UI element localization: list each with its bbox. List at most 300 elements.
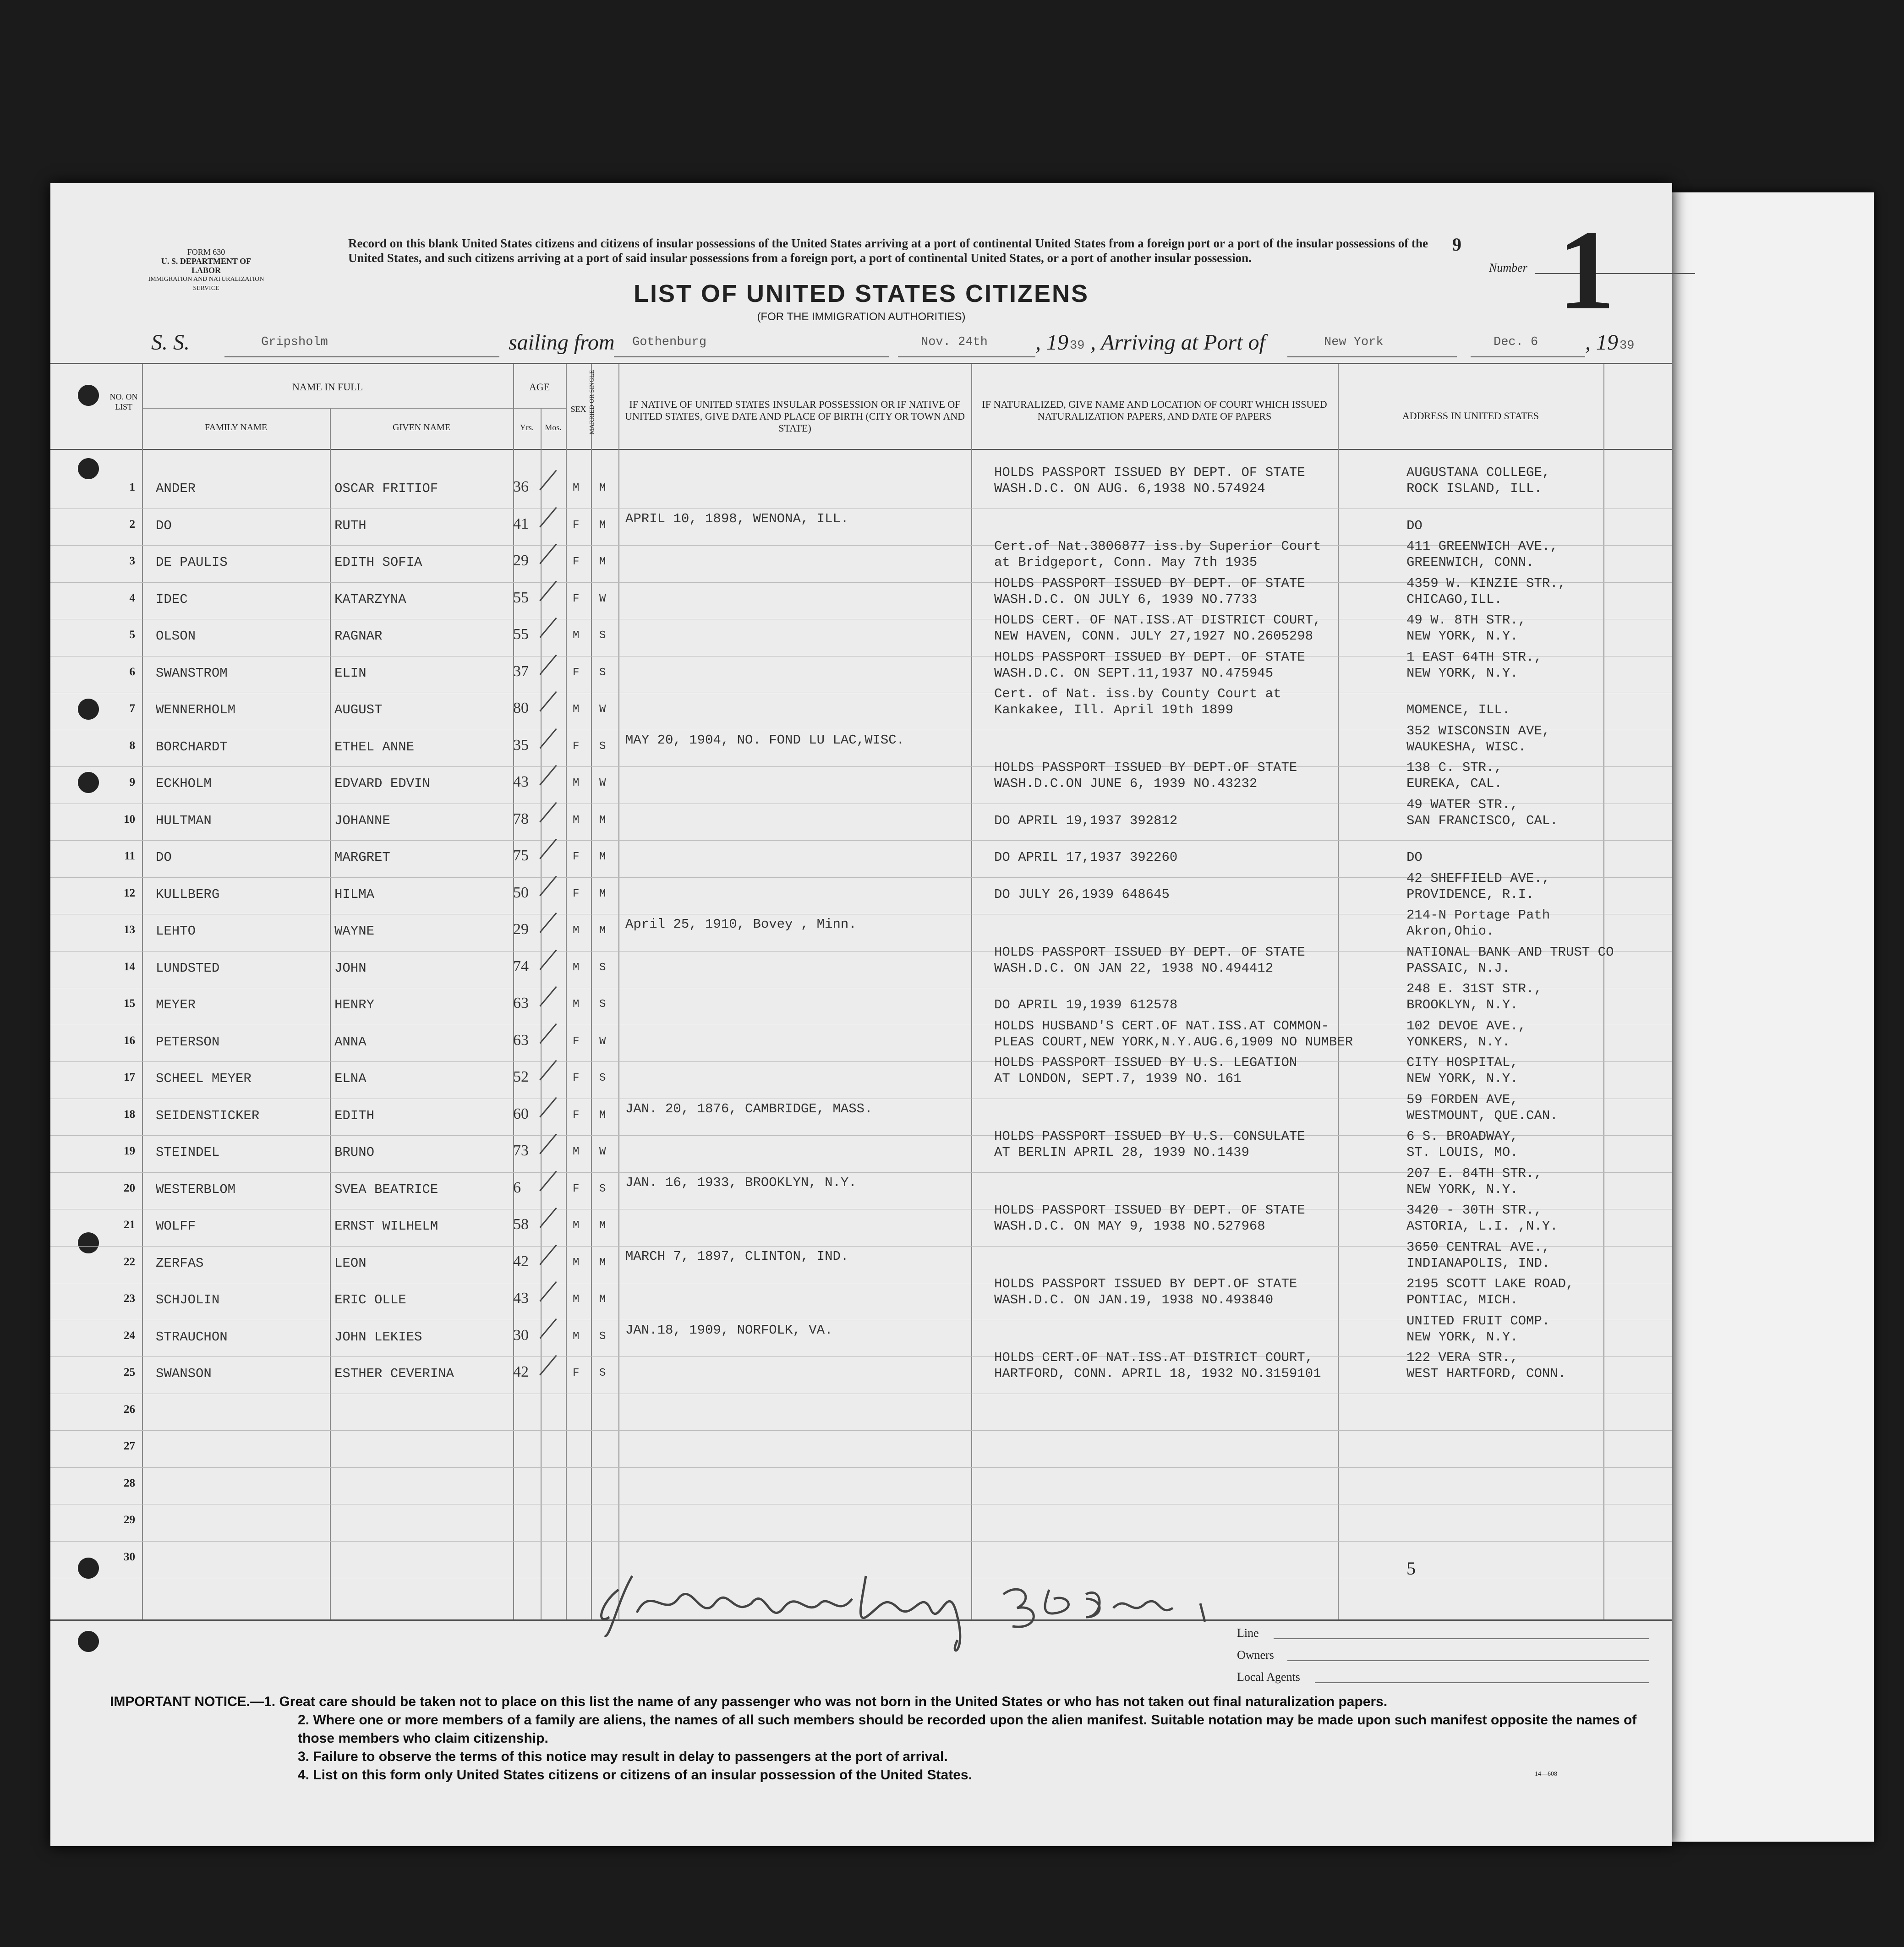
sex: M: [573, 1293, 580, 1306]
sex: F: [573, 887, 580, 900]
given-name: LEON: [334, 1255, 367, 1271]
family-name: STRAUCHON: [156, 1329, 228, 1345]
naturalization-line-2: WASH.D.C. ON JULY 6, 1939 NO.7733: [994, 591, 1258, 607]
row-number: 1: [129, 481, 135, 493]
family-name: STEINDEL: [156, 1145, 220, 1160]
port-to: New York: [1324, 335, 1384, 349]
sex: M: [573, 1146, 580, 1158]
notice-title: IMPORTANT NOTICE.—: [110, 1694, 264, 1709]
family-name: LUNDSTED: [156, 960, 220, 976]
row-number: 25: [124, 1366, 135, 1378]
col-header-married: MARRIED OR SINGLE: [589, 370, 596, 435]
naturalization-line-1: HOLDS PASSPORT ISSUED BY U.S. CONSULATE: [994, 1129, 1305, 1144]
row-number: 7: [129, 702, 135, 715]
address-line-1: 49 W. 8TH STR.,: [1406, 613, 1526, 628]
age-years: 75: [513, 847, 529, 864]
naturalization-line-1: HOLDS CERT.OF NAT.ISS.AT DISTRICT COURT,: [994, 1350, 1313, 1365]
row-number: 13: [124, 924, 135, 936]
family-name: WENNERHOLM: [156, 702, 236, 717]
check-mark: [539, 1318, 557, 1339]
address-line-1: 102 DEVOE AVE.,: [1406, 1018, 1526, 1034]
age-years: 29: [513, 552, 529, 569]
given-name: HILMA: [334, 886, 375, 902]
line-field: [1274, 1638, 1649, 1639]
row-number: 26: [124, 1403, 135, 1416]
sex: M: [573, 703, 580, 716]
check-mark: [539, 913, 557, 933]
given-name: ELIN: [334, 665, 367, 681]
check-mark: [539, 654, 557, 675]
ship-line: [224, 356, 499, 357]
naturalization-line-2: WASH.D.C. ON SEPT.11,1937 NO.475945: [994, 665, 1274, 681]
row-number: 28: [124, 1477, 135, 1489]
check-mark: [539, 1170, 557, 1191]
col-header-yrs: Yrs.: [520, 423, 534, 432]
row-number: 22: [124, 1255, 135, 1268]
year-label-2: , 19: [1585, 330, 1618, 355]
voyage-line: [50, 330, 1672, 362]
marital-status: S: [599, 998, 606, 1011]
row-number: 12: [124, 886, 135, 899]
family-name: SCHEEL MEYER: [156, 1071, 252, 1086]
port-from: Gothenburg: [632, 335, 707, 349]
family-name: LEHTO: [156, 924, 196, 939]
given-name: EDITH: [334, 1108, 375, 1123]
marital-status: S: [599, 740, 606, 753]
address-line-1: 352 WISCONSIN AVE,: [1406, 723, 1550, 738]
check-mark: [539, 839, 557, 859]
family-name: KULLBERG: [156, 886, 220, 902]
naturalization-line-1: HOLDS CERT. OF NAT.ISS.AT DISTRICT COURT,: [994, 613, 1321, 628]
date-to: Dec. 6: [1494, 335, 1538, 349]
date-from-line: [898, 356, 1035, 357]
check-mark: [539, 1023, 557, 1044]
family-name: DO: [156, 518, 172, 533]
address-line-1: 59 FORDEN AVE,: [1406, 1092, 1518, 1107]
sex: M: [573, 1220, 580, 1232]
col-header-name: NAME IN FULL: [292, 381, 363, 393]
birth-info: JAN. 16, 1933, BROOKLYN, N.Y.: [625, 1175, 857, 1190]
address-line-2: DO: [1406, 850, 1423, 865]
naturalization-line-2: WASH.D.C. ON JAN 22, 1938 NO.494412: [994, 960, 1274, 976]
address-line-1: 2195 SCOTT LAKE ROAD,: [1406, 1276, 1574, 1291]
address-line-1: 214-N Portage Path: [1406, 908, 1550, 923]
row-number: 5: [129, 629, 135, 641]
form-department: U. S. DEPARTMENT OF LABOR: [161, 257, 252, 275]
subheader-rule: [142, 408, 566, 409]
address-line-1: UNITED FRUIT COMP.: [1406, 1313, 1550, 1329]
naturalization-line-2: AT LONDON, SEPT.7, 1939 NO. 161: [994, 1071, 1242, 1086]
age-years: 37: [513, 662, 529, 680]
form-service: IMMIGRATION AND NATURALIZATION SERVICE: [148, 276, 264, 292]
age-years: 73: [513, 1142, 529, 1159]
address-line-2: MOMENCE, ILL.: [1406, 702, 1510, 717]
naturalization-line-1: HOLDS HUSBAND'S CERT.OF NAT.ISS.AT COMMON-: [994, 1018, 1329, 1034]
check-mark: [539, 765, 557, 786]
given-name: AUGUST: [334, 702, 383, 717]
owners-field: [1287, 1660, 1649, 1661]
marital-status: S: [599, 961, 606, 974]
col-header-sex: SEX: [570, 405, 586, 414]
family-name: SCHJOLIN: [156, 1292, 220, 1307]
row-number: 17: [124, 1071, 135, 1083]
age-years: 43: [513, 1290, 529, 1307]
check-mark: [539, 728, 557, 749]
arriving-label: , Arriving at Port of: [1090, 330, 1265, 355]
naturalization-line-2: DO APRIL 17,1937 392260: [994, 850, 1178, 865]
family-name: ZERFAS: [156, 1255, 204, 1271]
address-line-2: WAUKESHA, WISC.: [1406, 739, 1526, 755]
agents-label: Local Agents: [1237, 1670, 1300, 1684]
family-name: WOLFF: [156, 1219, 196, 1234]
naturalization-line-2: WASH.D.C. ON MAY 9, 1938 NO.527968: [994, 1219, 1265, 1234]
sex: F: [573, 1035, 580, 1048]
marital-status: W: [599, 592, 606, 605]
manifest-page: [50, 183, 1672, 1846]
check-mark: [539, 618, 557, 638]
page-title: LIST OF UNITED STATES CITIZENS: [634, 280, 1089, 307]
check-mark: [539, 1281, 557, 1302]
given-name: JOHN LEKIES: [334, 1329, 422, 1345]
row-number: 27: [124, 1440, 135, 1452]
address-line-2: GREENWICH, CONN.: [1406, 555, 1534, 570]
given-name: ANNA: [334, 1034, 367, 1050]
check-mark: [539, 544, 557, 564]
sex: F: [573, 1109, 580, 1121]
naturalization-line-2: PLEAS COURT,NEW YORK,N.Y.AUG.6,1909 NO NUMBER: [994, 1034, 1353, 1050]
sex: M: [573, 961, 580, 974]
given-name: JOHN: [334, 960, 367, 976]
address-line-1: 122 VERA STR.,: [1406, 1350, 1518, 1365]
table-row: [50, 465, 1672, 509]
marital-status: S: [599, 666, 606, 679]
address-line-2: BROOKLYN, N.Y.: [1406, 997, 1518, 1012]
naturalization-line-1: HOLDS PASSPORT ISSUED BY U.S. LEGATION: [994, 1055, 1297, 1070]
sex: F: [573, 1072, 580, 1084]
given-name: ESTHER CEVERINA: [334, 1366, 454, 1381]
col-header-age: AGE: [529, 381, 550, 393]
naturalization-line-1: Cert.of Nat.3806877 iss.by Superior Court: [994, 539, 1321, 554]
sex: F: [573, 1367, 580, 1379]
given-name: MARGRET: [334, 850, 390, 865]
family-name: SEIDENSTICKER: [156, 1108, 260, 1123]
check-mark: [539, 1060, 557, 1081]
family-name: SWANSON: [156, 1366, 212, 1381]
family-name: WESTERBLOM: [156, 1181, 236, 1197]
address-line-2: ST. LOUIS, MO.: [1406, 1145, 1518, 1160]
sex: F: [573, 556, 580, 568]
check-mark: [539, 875, 557, 896]
naturalization-line-1: HOLDS PASSPORT ISSUED BY DEPT. OF STATE: [994, 1203, 1305, 1218]
naturalization-line-2: NEW HAVEN, CONN. JULY 27,1927 NO.2605298: [994, 629, 1313, 644]
age-years: 63: [513, 1031, 529, 1049]
address-line-2: YONKERS, N.Y.: [1406, 1034, 1510, 1050]
row-number: 8: [129, 739, 135, 752]
address-line-2: ASTORIA, L.I. ,N.Y.: [1406, 1219, 1558, 1234]
port-to-line: [1287, 356, 1457, 357]
sex: F: [573, 592, 580, 605]
address-line-1: 6 S. BROADWAY,: [1406, 1129, 1518, 1144]
given-name: RAGNAR: [334, 629, 383, 644]
year-1: 39: [1070, 339, 1085, 353]
address-line-2: DO: [1406, 518, 1423, 533]
row-number: 29: [124, 1514, 135, 1526]
row-number: 9: [129, 776, 135, 788]
check-mark: [539, 1208, 557, 1228]
footer-agents: [1237, 1626, 1658, 1692]
family-name: IDEC: [156, 591, 188, 607]
birth-info: JAN.18, 1909, NORFOLK, VA.: [625, 1322, 833, 1338]
row-number: 18: [124, 1108, 135, 1121]
table-top-rule: [50, 363, 1672, 364]
age-years: 63: [513, 995, 529, 1012]
given-name: OSCAR FRITIOF: [334, 481, 438, 496]
age-years: 78: [513, 810, 529, 827]
date-to-line: [1471, 356, 1585, 357]
birth-info: April 25, 1910, Bovey , Minn.: [625, 917, 857, 932]
naturalization-line-1: HOLDS PASSPORT ISSUED BY DEPT.OF STATE: [994, 1276, 1297, 1291]
address-line-2: NEW YORK, N.Y.: [1406, 1329, 1518, 1345]
important-notice: [110, 1693, 1658, 1784]
naturalization-line-2: WASH.D.C. ON JAN.19, 1938 NO.493840: [994, 1292, 1274, 1307]
age-years: 36: [513, 478, 529, 495]
given-name: HENRY: [334, 997, 375, 1012]
print-code: 14—608: [1535, 1771, 1557, 1777]
naturalization-line-2: DO APRIL 19,1937 392812: [994, 813, 1178, 828]
row-number: 21: [124, 1219, 135, 1231]
address-line-1: 207 E. 84TH STR.,: [1406, 1165, 1542, 1181]
given-name: WAYNE: [334, 924, 375, 939]
marital-status: S: [599, 629, 606, 642]
marital-status: M: [599, 887, 606, 900]
family-name: SWANSTROM: [156, 665, 228, 681]
naturalization-line-2: WASH.D.C.ON JUNE 6, 1939 NO.43232: [994, 776, 1258, 791]
age-years: 42: [513, 1363, 529, 1380]
given-name: ERNST WILHELM: [334, 1219, 438, 1234]
marital-status: M: [599, 482, 606, 494]
address-line-1: 49 WATER STR.,: [1406, 797, 1518, 812]
year-label-1: , 19: [1035, 330, 1068, 355]
marital-status: W: [599, 703, 606, 716]
marital-status: M: [599, 1293, 606, 1306]
form-instructions: Record on this blank United States citizens and citizens of insular possessions of the United States arriving at a port of continental United States from a foreign port or a port of the insular possessions of the United States, and such citizens arriving at a port of said insular possessions from a foreign port, a port of continental United States, or a port of another insular possession.: [348, 236, 1428, 265]
age-years: 55: [513, 626, 529, 643]
naturalization-line-1: HOLDS PASSPORT ISSUED BY DEPT. OF STATE: [994, 944, 1305, 960]
address-line-2: PASSAIC, N.J.: [1406, 960, 1510, 976]
family-name: MEYER: [156, 997, 196, 1012]
naturalization-line-1: Cert. of Nat. iss.by County Court at: [994, 686, 1281, 701]
row-number: 19: [124, 1145, 135, 1157]
sex: M: [573, 924, 580, 937]
check-mark: [539, 1355, 557, 1376]
notice-4: 4. List on this form only United States citizens or citizens of an insular possession of the United States.: [298, 1767, 972, 1783]
check-mark: [539, 507, 557, 527]
owners-label: Owners: [1237, 1648, 1274, 1662]
family-name: BORCHARDT: [156, 739, 228, 755]
address-line-1: 411 GREENWICH AVE.,: [1406, 539, 1558, 554]
sex: F: [573, 1182, 580, 1195]
address-line-2: NEW YORK, N.Y.: [1406, 1181, 1518, 1197]
address-line-1: 4359 W. KINZIE STR.,: [1406, 575, 1566, 591]
age-years: 58: [513, 1216, 529, 1233]
marital-status: M: [599, 924, 606, 937]
row-number: 20: [124, 1181, 135, 1194]
address-line-1: 3420 - 30TH STR.,: [1406, 1203, 1542, 1218]
address-line-2: NEW YORK, N.Y.: [1406, 1071, 1518, 1086]
age-years: 60: [513, 1105, 529, 1122]
marital-status: M: [599, 814, 606, 826]
ship-name: Gripsholm: [261, 335, 328, 349]
address-line-2: PONTIAC, MICH.: [1406, 1292, 1518, 1307]
address-line-1: CITY HOSPITAL,: [1406, 1055, 1518, 1070]
birth-info: JAN. 20, 1876, CAMBRIDGE, MASS.: [625, 1101, 873, 1116]
row-number: 30: [124, 1550, 135, 1563]
birth-info: MARCH 7, 1897, CLINTON, IND.: [625, 1248, 849, 1264]
age-years: 41: [513, 515, 529, 532]
check-mark: [539, 1097, 557, 1117]
row-number: 15: [124, 997, 135, 1010]
age-years: 50: [513, 884, 529, 901]
check-mark: [539, 986, 557, 1007]
marital-status: M: [599, 851, 606, 863]
naturalization-line-1: HOLDS PASSPORT ISSUED BY DEPT. OF STATE: [994, 649, 1305, 665]
address-line-2: WESTMOUNT, QUE.CAN.: [1406, 1108, 1558, 1123]
address-line-1: 42 SHEFFIELD AVE.,: [1406, 870, 1550, 886]
margin-note: 5: [1406, 1558, 1416, 1579]
marital-status: S: [599, 1182, 606, 1195]
year-2: 39: [1619, 339, 1635, 353]
sex: F: [573, 519, 580, 531]
row-number: 3: [129, 555, 135, 567]
family-name: OLSON: [156, 629, 196, 644]
naturalization-line-2: WASH.D.C. ON AUG. 6,1938 NO.574924: [994, 481, 1265, 496]
address-line-2: NEW YORK, N.Y.: [1406, 665, 1518, 681]
sex: M: [573, 814, 580, 826]
row-number: 10: [124, 813, 135, 826]
header-bottom-rule: [50, 449, 1672, 450]
check-mark: [539, 470, 557, 491]
row-number: 4: [129, 591, 135, 604]
address-line-2: WEST HARTFORD, CONN.: [1406, 1366, 1566, 1381]
agents-field: [1315, 1682, 1649, 1683]
age-years: 52: [513, 1068, 529, 1085]
date-from: Nov. 24th: [921, 335, 988, 349]
address-line-1: AUGUSTANA COLLEGE,: [1406, 465, 1550, 480]
family-name: ECKHOLM: [156, 776, 212, 791]
given-name: ETHEL ANNE: [334, 739, 415, 755]
sex: M: [573, 629, 580, 642]
sex: M: [573, 482, 580, 494]
check-mark: [539, 949, 557, 970]
address-line-1: NATIONAL BANK AND TRUST CO: [1406, 944, 1614, 960]
given-name: EDVARD EDVIN: [334, 776, 430, 791]
address-line-1: 138 C. STR.,: [1406, 760, 1502, 775]
family-name: DE PAULIS: [156, 555, 228, 570]
naturalization-line-2: AT BERLIN APRIL 28, 1939 NO.1439: [994, 1145, 1249, 1160]
check-mark: [539, 691, 557, 712]
address-line-1: 248 E. 31ST STR.,: [1406, 981, 1542, 996]
given-name: JOHANNE: [334, 813, 390, 828]
marital-status: S: [599, 1330, 606, 1343]
marital-status: M: [599, 1256, 606, 1269]
page-subtitle: (FOR THE IMMIGRATION AUTHORITIES): [757, 311, 966, 323]
given-name: KATARZYNA: [334, 591, 406, 607]
notice-3: 3. Failure to observe the terms of this notice may result in delay to passengers at the port of arrival.: [298, 1749, 948, 1764]
sex: F: [573, 740, 580, 753]
age-years: 42: [513, 1252, 529, 1270]
age-years: 80: [513, 700, 529, 716]
sex: M: [573, 1330, 580, 1343]
address-line-2: EUREKA, CAL.: [1406, 776, 1502, 791]
ss-label: S. S.: [151, 330, 190, 355]
page-mark: 9: [1452, 234, 1461, 255]
marital-status: S: [599, 1367, 606, 1379]
age-years: 6: [513, 1179, 521, 1196]
naturalization-line-1: HOLDS PASSPORT ISSUED BY DEPT.OF STATE: [994, 760, 1297, 775]
table-row: [50, 1504, 1672, 1542]
number-label: Number: [1489, 261, 1527, 274]
naturalization-line-2: Kankakee, Ill. April 19th 1899: [994, 702, 1234, 717]
naturalization-line-2: DO JULY 26,1939 648645: [994, 886, 1170, 902]
address-line-2: CHICAGO,ILL.: [1406, 591, 1502, 607]
address-line-1: 3650 CENTRAL AVE.,: [1406, 1239, 1550, 1255]
address-line-2: PROVIDENCE, R.I.: [1406, 886, 1534, 902]
notice-1: 1. Great care should be taken not to place on this list the name of any passenger who was not born in the United States or who has not taken out final naturalization papers.: [264, 1694, 1388, 1709]
given-name: ERIC OLLE: [334, 1292, 406, 1307]
line-label: Line: [1237, 1626, 1259, 1640]
given-name: EDITH SOFIA: [334, 555, 422, 570]
family-name: ANDER: [156, 481, 196, 496]
birth-info: MAY 20, 1904, NO. FOND LU LAC,WISC.: [625, 732, 905, 748]
given-name: RUTH: [334, 518, 367, 533]
given-name: SVEA BEATRICE: [334, 1181, 438, 1197]
number-value: 1: [1558, 207, 1615, 334]
sailing-label: sailing from: [509, 330, 615, 355]
given-name: ELNA: [334, 1071, 367, 1086]
sex: F: [573, 666, 580, 679]
col-header-family: FAMILY NAME: [204, 422, 268, 432]
col-header-address: ADDRESS IN UNITED STATES: [1402, 410, 1539, 421]
sex: F: [573, 851, 580, 863]
form-number: FORM 630: [187, 247, 225, 257]
col-header-no: NO. ON LIST: [109, 392, 138, 411]
table-row: [50, 797, 1672, 841]
marital-status: M: [599, 556, 606, 568]
marital-status: W: [599, 1035, 606, 1048]
row-number: 14: [124, 960, 135, 973]
naturalization-line-2: DO APRIL 19,1939 612578: [994, 997, 1178, 1012]
address-line-2: Akron,Ohio.: [1406, 924, 1494, 939]
address-line-1: 1 EAST 64TH STR.,: [1406, 649, 1542, 665]
check-mark: [539, 802, 557, 822]
table-row: [50, 1431, 1672, 1468]
port-from-line: [614, 356, 889, 357]
sex: M: [573, 998, 580, 1011]
address-line-2: INDIANAPOLIS, IND.: [1406, 1255, 1550, 1271]
naturalization-line-2: HARTFORD, CONN. APRIL 18, 1932 NO.3159101: [994, 1366, 1321, 1381]
naturalization-line-2: at Bridgeport, Conn. May 7th 1935: [994, 555, 1258, 570]
check-mark: [539, 1244, 557, 1265]
age-years: 29: [513, 921, 529, 938]
marital-status: M: [599, 1220, 606, 1232]
notice-2: 2. Where one or more members of a family are aliens, the names of all such members should be recorded upon the alien manifest. Suitable notation may be made upon such manifest opposite the names of those members who claim citizenship.: [298, 1712, 1637, 1746]
address-line-2: NEW YORK, N.Y.: [1406, 629, 1518, 644]
age-years: 74: [513, 957, 529, 975]
row-number: 2: [129, 518, 135, 531]
col-header-birth: IF NATIVE OF UNITED STATES INSULAR POSSESSION OR IF NATIVE OF UNITED STATES, GIVE DATE AND PLACE OF BIRTH (CITY OR TOWN AND STATE): [624, 399, 965, 434]
naturalization-line-1: HOLDS PASSPORT ISSUED BY DEPT. OF STATE: [994, 575, 1305, 591]
family-name: HULTMAN: [156, 813, 212, 828]
